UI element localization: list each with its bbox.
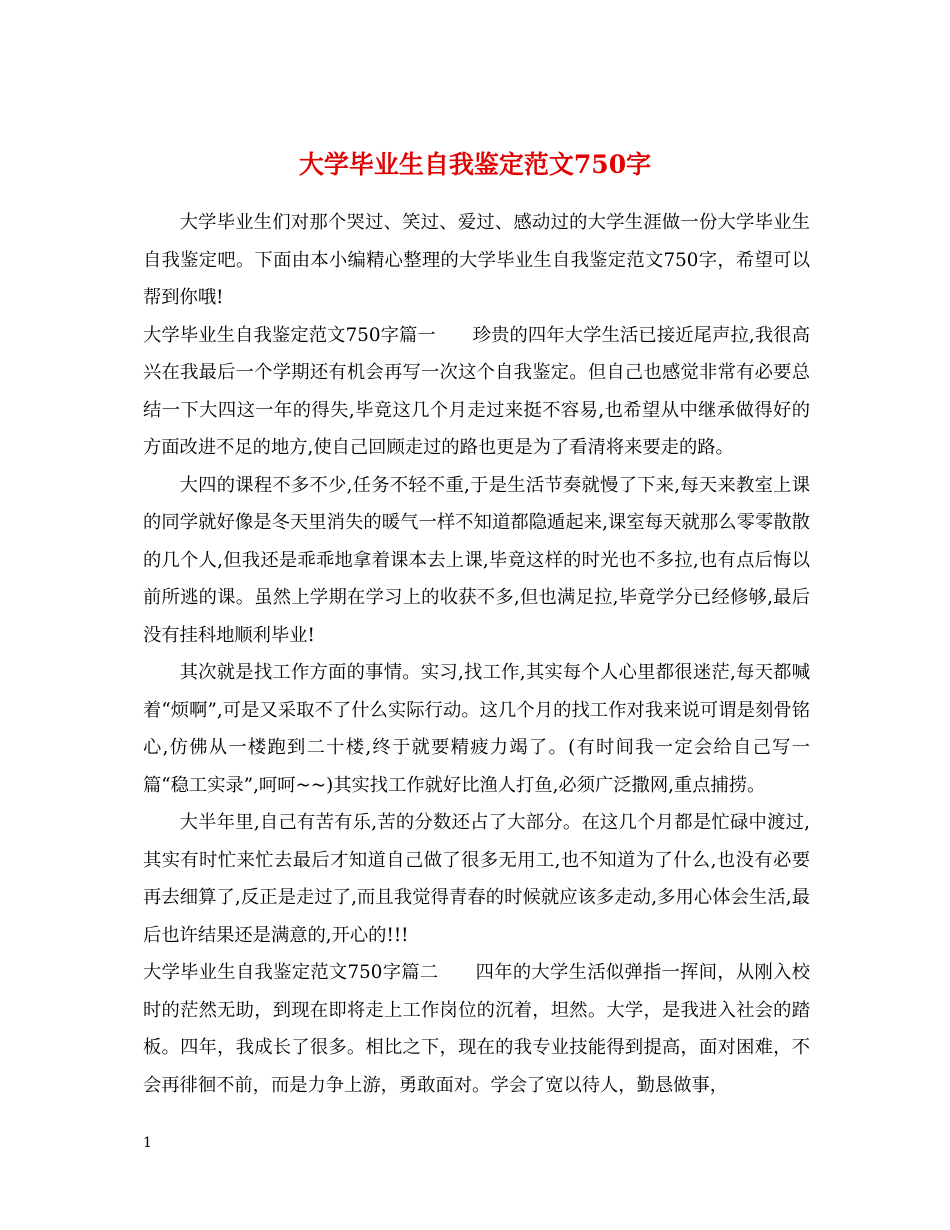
reflection-paragraph: 大半年里,自己有苦有乐,苦的分数还占了大部分。在这几个月都是忙碌中渡过,其实有时忙来忙去最后才知道自己做了很多无用工,也不知道为了什么,也没有必要再去细算了,反正是走过了,而且我觉得青春的时候就应该多走动,多用心体会生活,最后也许结果还是满意的,开心的!!! — [143, 812, 810, 946]
course-paragraph: 大四的课程不多不少,任务不轻不重,于是生活节奏就慢了下来,每天来教室上课的同学就好像是冬天里消失的暖气一样不知道都隐遁起来,课室每天就那么零零散散的几个人,但我还是乖乖地拿着课本去上课,毕竟这样的时光也不多拉,也有点后悔以前所逃的课。虽然上学期在学习上的收获不多,但也满足拉,毕竟学分已经修够,最后没有挂科地顺利毕业! — [143, 474, 810, 646]
intro-paragraph: 大学毕业生们对那个哭过、笑过、爱过、感动过的大学生涯做一份大学毕业生自我鉴定吧。下面由本小编精心整理的大学毕业生自我鉴定范文750字，希望可以帮到你哦! — [143, 212, 810, 308]
section-two-paragraph: 大学毕业生自我鉴定范文750字篇二 四年的大学生活似弹指一挥间，从刚入校时的茫然无助，到现在即将走上工作岗位的沉着，坦然。大学，是我进入社会的踏板。四年，我成长了很多。相比之下，现在的我专业技能得到提高，面对困难，不会再徘徊不前，而是力争上游，勇敢面对。学会了宽以待人，勤恳做事， — [143, 962, 810, 1096]
section-one-paragraph: 大学毕业生自我鉴定范文750字篇一 珍贵的四年大学生活已接近尾声拉,我很高兴在我最后一个学期还有机会再写一次这个自我鉴定。但自己也感觉非常有必要总结一下大四这一年的得失,毕竟这几个月走过来挺不容易,也希望从中继承做得好的方面改进不足的地方,使自己回顾走过的路也更是为了看清将来要走的路。 — [143, 324, 810, 458]
page-number: 1 — [143, 1135, 152, 1151]
document-title: 大学毕业生自我鉴定范文750字 — [298, 149, 652, 179]
document-body — [143, 204, 810, 1104]
job-search-paragraph: 其次就是找工作方面的事情。实习,找工作,其实每个人心里都很迷茫,每天都喊着“烦啊”,可是又采取不了什么实际行动。这几个月的找工作对我来说可谓是刻骨铭心,仿佛从一楼跑到二十楼,终于就要精疲力竭了。(有时间我一定会给自己写一篇“稳工实录”,呵呵~~)其实找工作就好比渔人打鱼,必须广泛撒网,重点捕捞。 — [143, 662, 810, 796]
